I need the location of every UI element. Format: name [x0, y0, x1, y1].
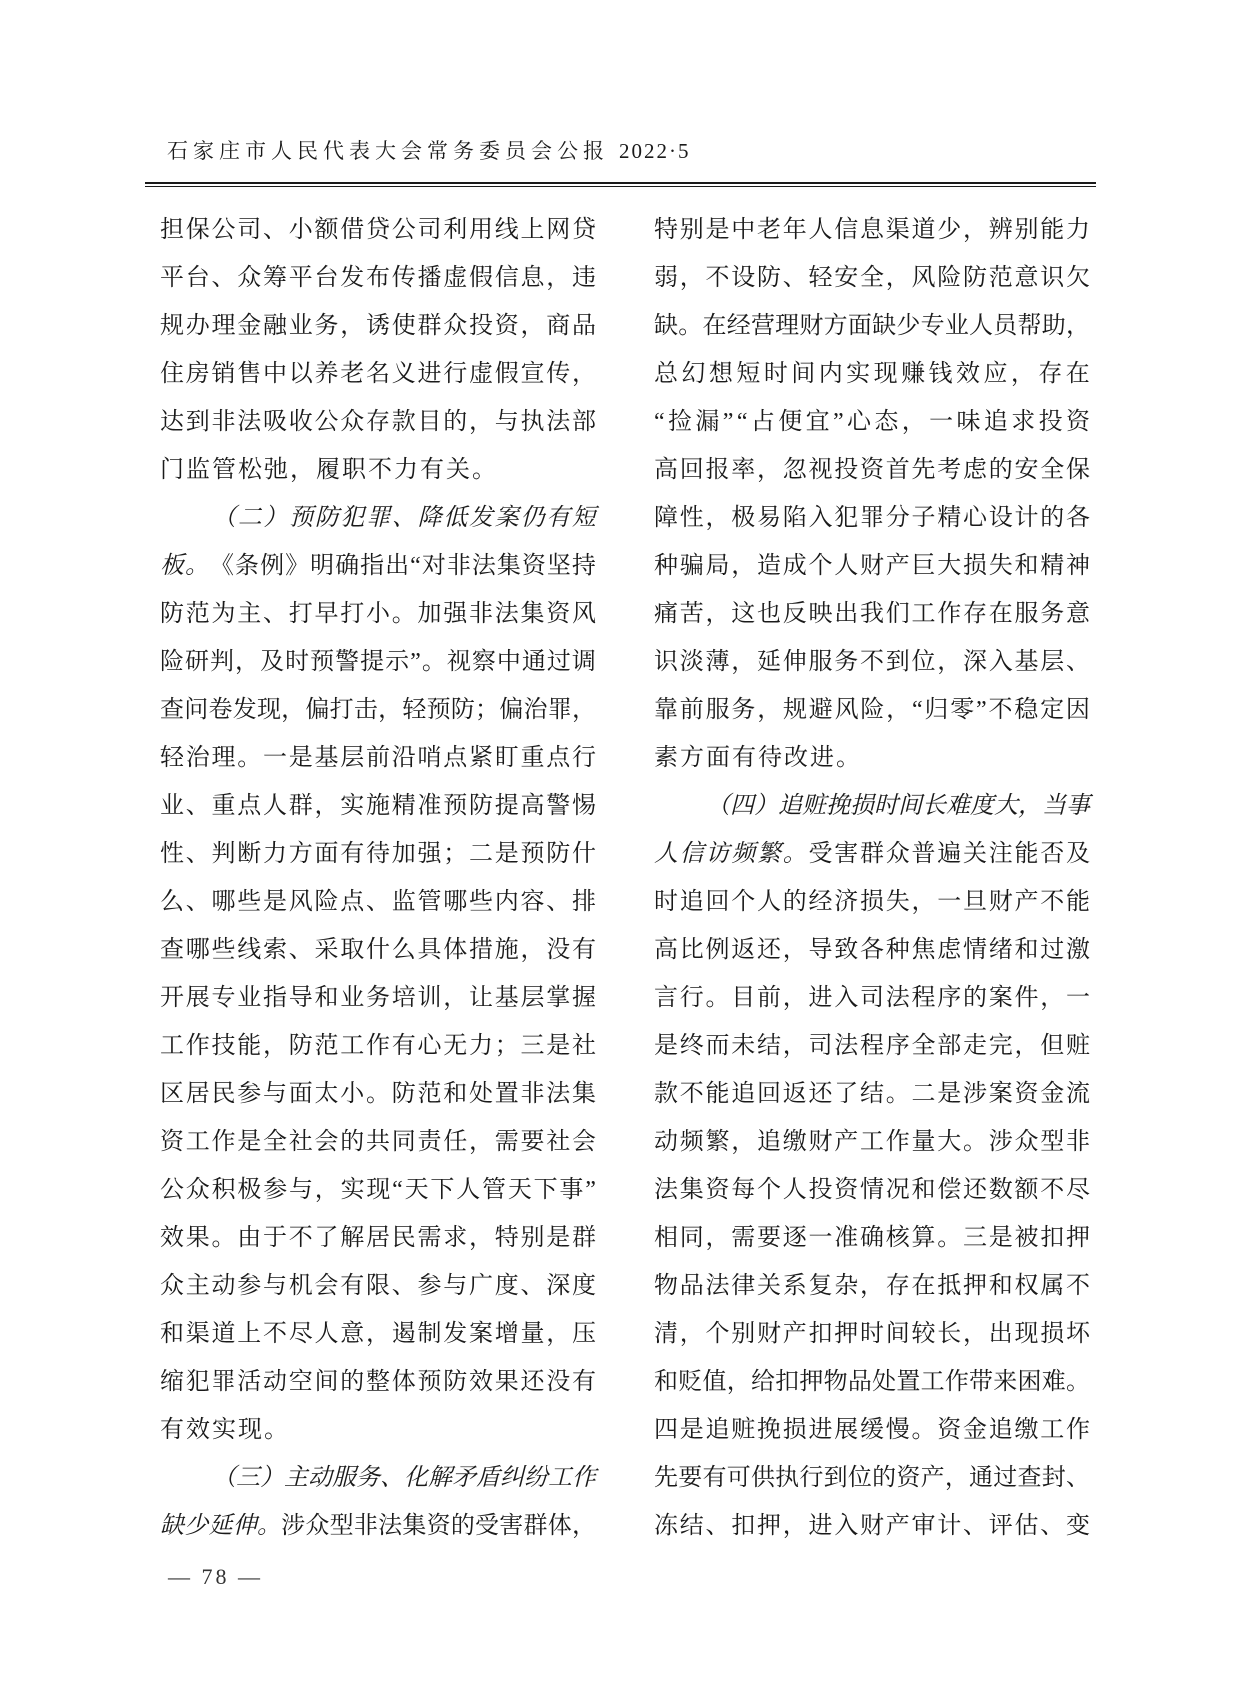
text-line: 公 众 积 极 参 与 ， 实 现 “ 天 下 人 管 天 下 事 ” [160, 1177, 596, 1203]
text-line: 众 主 动 参 与 机 会 有 限 、 参 与 广 度 、 深 度 [160, 1273, 596, 1299]
text-line: 是 终 而 未 结 ， 司 法 程 序 全 部 走 完 ， 但 赃 [654, 1033, 1090, 1059]
text-line: 缩 犯 罪 活 动 空 间 的 整 体 预 防 效 果 还 没 有 [160, 1369, 596, 1395]
running-header-issue: 2022·5 [619, 139, 691, 163]
text-line: 缺 少 延 伸 。 涉 众 型 非 法 集 资 的 受 害 群 体 ， [160, 1513, 596, 1539]
text-line: 言 行 。 目 前 ， 进 入 司 法 程 序 的 案 件 ， 一 [654, 985, 1090, 1011]
text-line: 查 问 卷 发 现 ， 偏 打 击 ， 轻 预 防 ； 偏 治 罪 ， [160, 697, 596, 723]
text-line: “ 捡 漏 ” “ 占 便 宜 ” 心 态 ， 一 味 追 求 投 资 [654, 409, 1090, 435]
text-line: 有效实现。 [160, 1417, 290, 1443]
text-line: 区 居 民 参 与 面 太 小 。 防 范 和 处 置 非 法 集 [160, 1081, 596, 1107]
text-line: 和 贬 值 ， 给 扣 押 物 品 处 置 工 作 带 来 困 难 。 [654, 1369, 1090, 1395]
text-line: 动 频 繁 ， 追 缴 财 产 工 作 量 大 。 涉 众 型 非 [654, 1129, 1090, 1155]
running-header [167, 135, 691, 165]
text-line: 冻 结 、 扣 押 ， 进 入 财 产 审 计 、 评 估 、 变 [654, 1513, 1090, 1539]
text-line: 痛 苦 ， 这 也 反 映 出 我 们 工 作 存 在 服 务 意 [654, 601, 1090, 627]
text-line: 缺 。 在 经 营 理 财 方 面 缺 少 专 业 人 员 帮 助 ， [654, 313, 1090, 339]
text-line: 款 不 能 追 回 返 还 了 结 。 二 是 涉 案 资 金 流 [654, 1081, 1090, 1107]
running-header-title: 石家庄市人民代表大会常务委员会公报 [167, 139, 609, 163]
text-line: 规 办 理 金 融 业 务 ， 诱 使 群 众 投 资 ， 商 品 [160, 313, 596, 339]
text-column-right [654, 206, 1090, 1550]
text-line: 资 工 作 是 全 社 会 的 共 同 责 任 ， 需 要 社 会 [160, 1129, 596, 1155]
text-line: 业 、 重 点 人 群 ， 实 施 精 准 预 防 提 高 警 惕 [160, 793, 596, 819]
text-line: 门监管松弛，履职不力有关。 [160, 457, 498, 483]
text-line: 性 、 判 断 力 方 面 有 待 加 强 ； 二 是 预 防 什 [160, 841, 596, 867]
text-line: 四 是 追 赃 挽 损 进 展 缓 慢 。 资 金 追 缴 工 作 [654, 1417, 1090, 1443]
header-rule [145, 182, 1096, 187]
text-line: （ 四 ） 追 赃 挽 损 时 间 长 难 度 大 ， 当 事 [706, 793, 1090, 819]
text-line: 达 到 非 法 吸 收 公 众 存 款 目 的 ， 与 执 法 部 [160, 409, 596, 435]
text-line: 特 别 是 中 老 年 人 信 息 渠 道 少 ， 辨 别 能 力 [654, 217, 1090, 243]
text-line: 板 。 《 条 例 》 明 确 指 出 “ 对 非 法 集 资 坚 持 [160, 553, 596, 579]
text-line: 法 集 资 每 个 人 投 资 情 况 和 偿 还 数 额 不 尽 [654, 1177, 1090, 1203]
text-line: 高 回 报 率 ， 忽 视 投 资 首 先 考 虑 的 安 全 保 [654, 457, 1090, 483]
text-line: 平 台 、 众 筹 平 台 发 布 传 播 虚 假 信 息 ， 违 [160, 265, 596, 291]
text-line: 种 骗 局 ， 造 成 个 人 财 产 巨 大 损 失 和 精 神 [654, 553, 1090, 579]
text-line: 靠 前 服 务 ， 规 避 风 险 ， “ 归 零 ” 不 稳 定 因 [654, 697, 1090, 723]
text-line: （ 二 ） 预 防 犯 罪 、 降 低 发 案 仍 有 短 [212, 505, 596, 531]
text-line: 清 ， 个 别 财 产 扣 押 时 间 较 长 ， 出 现 损 坏 [654, 1321, 1090, 1347]
text-line: 效 果 。 由 于 不 了 解 居 民 需 求 ， 特 别 是 群 [160, 1225, 596, 1251]
text-line: 和 渠 道 上 不 尽 人 意 ， 遏 制 发 案 增 量 ， 压 [160, 1321, 596, 1347]
text-line: 轻 治 理 。 一 是 基 层 前 沿 哨 点 紧 盯 重 点 行 [160, 745, 596, 771]
text-line: 相 同 ， 需 要 逐 一 准 确 核 算 。 三 是 被 扣 押 [654, 1225, 1090, 1251]
text-line: 开 展 专 业 指 导 和 业 务 培 训 ， 让 基 层 掌 握 [160, 985, 596, 1011]
text-line: 工 作 技 能 ， 防 范 工 作 有 心 无 力 ； 三 是 社 [160, 1033, 596, 1059]
text-line: 素方面有待改进。 [654, 745, 862, 771]
text-line: 先 要 有 可 供 执 行 到 位 的 资 产 ， 通 过 查 封 、 [654, 1465, 1090, 1491]
page-number: — 78 — [168, 1564, 263, 1589]
text-line: 么 、 哪 些 是 风 险 点 、 监 管 哪 些 内 容 、 排 [160, 889, 596, 915]
text-line: （ 三 ） 主 动 服 务 、 化 解 矛 盾 纠 纷 工 作 [212, 1465, 596, 1491]
text-line: 障 性 ， 极 易 陷 入 犯 罪 分 子 精 心 设 计 的 各 [654, 505, 1090, 531]
text-line: 人 信 访 频 繁 。 受 害 群 众 普 遍 关 注 能 否 及 [654, 841, 1090, 867]
text-line: 查 哪 些 线 索 、 采 取 什 么 具 体 措 施 ， 没 有 [160, 937, 596, 963]
text-line: 弱 ， 不 设 防 、 轻 安 全 ， 风 险 防 范 意 识 欠 [654, 265, 1090, 291]
text-line: 识 淡 薄 ， 延 伸 服 务 不 到 位 ， 深 入 基 层 、 [654, 649, 1090, 675]
text-line: 防 范 为 主 、 打 早 打 小 。 加 强 非 法 集 资 风 [160, 601, 596, 627]
text-column-left [160, 206, 596, 1550]
text-line: 时 追 回 个 人 的 经 济 损 失 ， 一 旦 财 产 不 能 [654, 889, 1090, 915]
text-line: 高 比 例 返 还 ， 导 致 各 种 焦 虑 情 绪 和 过 激 [654, 937, 1090, 963]
text-line: 总 幻 想 短 时 间 内 实 现 赚 钱 效 应 ， 存 在 [654, 361, 1090, 387]
text-line: 担 保 公 司 、 小 额 借 贷 公 司 利 用 线 上 网 贷 [160, 217, 596, 243]
text-line: 险 研 判 ， 及 时 预 警 提 示 ” 。 视 察 中 通 过 调 [160, 649, 596, 675]
text-line: 物 品 法 律 关 系 复 杂 ， 存 在 抵 押 和 权 属 不 [654, 1273, 1090, 1299]
text-line: 住 房 销 售 中 以 养 老 名 义 进 行 虚 假 宣 传 ， [160, 361, 596, 387]
